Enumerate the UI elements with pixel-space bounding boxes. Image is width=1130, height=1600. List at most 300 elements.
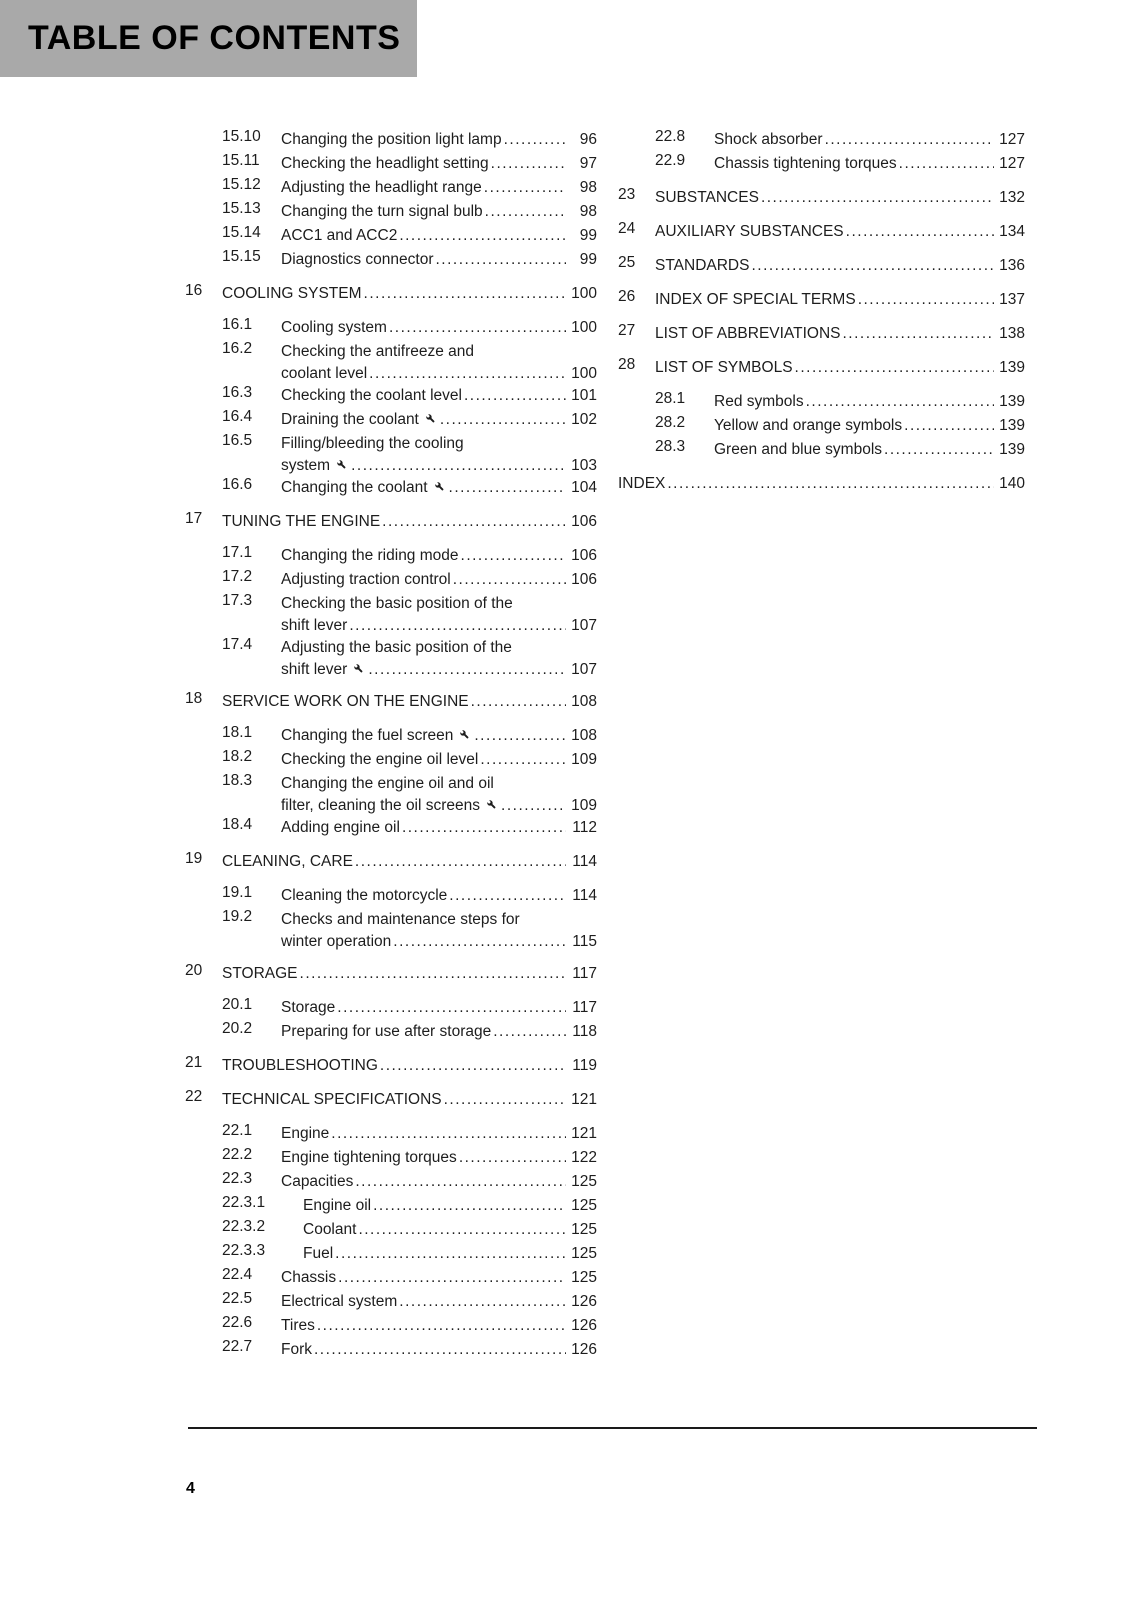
- toc-entry-title: Changing the coolant: [281, 479, 428, 496]
- toc-entry-title: CLEANING, CARE: [222, 853, 353, 870]
- toc-entry-page: 126: [571, 1341, 597, 1358]
- wrench-icon: [352, 662, 365, 675]
- page-header: [0, 0, 417, 77]
- toc-entry-page: 99: [579, 227, 597, 244]
- toc-entry: [185, 1170, 597, 1194]
- toc-entry-line: [655, 356, 1025, 380]
- toc-entry-title: Fork: [281, 1341, 312, 1358]
- dot-leader: [369, 364, 566, 384]
- toc-entry-page: 139: [999, 393, 1025, 410]
- toc-entry-page: 134: [999, 223, 1025, 240]
- toc-entry-title: coolant level: [281, 365, 368, 382]
- toc-entry-title: COOLING SYSTEM: [222, 285, 362, 302]
- toc-entry-body: [618, 472, 1025, 496]
- toc-entry-number: 28.3: [655, 438, 686, 455]
- toc-entry: [185, 816, 597, 840]
- toc-entry-body: [655, 356, 1025, 380]
- toc-entry-page: 126: [571, 1317, 597, 1334]
- toc-entry-line: [281, 796, 597, 816]
- toc-entry-title: STORAGE: [222, 965, 298, 982]
- toc-entry: [185, 1122, 597, 1146]
- dot-leader: [402, 816, 566, 840]
- toc-entry-number: 22.9: [655, 152, 686, 169]
- toc-entry-page: 106: [571, 547, 597, 564]
- toc-entry-body: [281, 408, 597, 432]
- toc-entry-line: [281, 1146, 597, 1170]
- toc-entry-line: [222, 962, 597, 986]
- toc-entry-body: [281, 568, 597, 592]
- toc-entry-line: [281, 340, 597, 364]
- toc-entry-number: 16.3: [222, 384, 253, 401]
- toc-entry-page: 114: [572, 853, 597, 870]
- toc-entry-line: [303, 1218, 597, 1242]
- toc-entry: [185, 1020, 597, 1044]
- dot-leader: [667, 472, 994, 496]
- toc-entry-number: 22.4: [222, 1266, 253, 1283]
- dot-leader: [904, 414, 994, 438]
- toc-entry: [618, 288, 1025, 312]
- toc-entry-line: [281, 1314, 597, 1338]
- toc-entry-line: [281, 932, 597, 952]
- toc-entry-page: 102: [571, 411, 597, 428]
- toc-entry-line: [281, 1170, 597, 1194]
- toc-entry-title: winter operation: [281, 933, 392, 950]
- toc-entry-body: [281, 176, 597, 200]
- toc-entry-body: [281, 340, 597, 384]
- toc-entry: [185, 1054, 597, 1078]
- toc-entry: [185, 1338, 597, 1362]
- toc-entry-title: TECHNICAL SPECIFICATIONS: [222, 1091, 442, 1108]
- toc-entry-line: [281, 476, 597, 500]
- toc-entry-page: 97: [579, 155, 597, 172]
- dot-leader: [474, 724, 566, 748]
- toc-entry-page: 139: [999, 441, 1025, 458]
- toc-entry-body: [281, 748, 597, 772]
- toc-entry-number: 16.5: [222, 432, 253, 449]
- toc-entry: [185, 476, 597, 500]
- toc-entry-body: [281, 1146, 597, 1170]
- toc-entry-page: 126: [571, 1293, 597, 1310]
- toc-entry-line: [222, 690, 597, 714]
- toc-entry-title: STANDARDS: [655, 257, 750, 274]
- toc-entry-title: shift lever: [281, 617, 348, 634]
- toc-entry-number: 15.14: [222, 224, 261, 241]
- toc-entry-title: Green and blue symbols: [714, 441, 883, 458]
- toc-entry-page: 108: [571, 693, 597, 710]
- toc-entry-number: 19.1: [222, 884, 253, 901]
- toc-entry-body: [281, 224, 597, 248]
- dot-leader: [358, 1218, 566, 1242]
- page-title: TABLE OF CONTENTS: [28, 19, 401, 57]
- toc-entry-line: [714, 390, 1025, 414]
- dot-leader: [449, 476, 566, 500]
- dot-leader: [464, 384, 566, 408]
- toc-entry-title: Shock absorber: [714, 131, 823, 148]
- toc-entry-line: [281, 748, 597, 772]
- toc-entry-line: [281, 616, 597, 636]
- toc-entry-number: 18: [185, 690, 203, 707]
- toc-entry-body: [281, 316, 597, 340]
- toc-entry-title: Fuel: [303, 1245, 334, 1262]
- toc-entry-page: 119: [572, 1057, 597, 1074]
- toc-entry-title: Draining the coolant: [281, 411, 419, 428]
- toc-entry-body: [714, 414, 1025, 438]
- dot-leader: [899, 152, 994, 176]
- toc-entry-line: [281, 1266, 597, 1290]
- toc-entry-page: 106: [571, 571, 597, 588]
- toc-entry-title: shift lever: [281, 661, 348, 678]
- toc-entry-line: [281, 432, 597, 456]
- toc-entry-title: Changing the engine oil and oil: [281, 775, 494, 792]
- toc-entry-line: [222, 510, 597, 534]
- toc-entry-line: [281, 884, 597, 908]
- dot-leader: [453, 568, 566, 592]
- dot-leader: [485, 200, 566, 224]
- toc-entry-number: 26: [618, 288, 636, 305]
- toc-entry: [185, 1266, 597, 1290]
- toc-entry: [185, 1218, 597, 1242]
- dot-leader: [471, 690, 566, 714]
- toc-entry-body: [281, 592, 597, 636]
- dot-leader: [314, 1338, 566, 1362]
- toc-entry-page: 132: [999, 189, 1025, 206]
- toc-entry-page: 100: [571, 365, 597, 382]
- toc-entry-page: 117: [572, 999, 597, 1016]
- toc-entry-line: [281, 772, 597, 796]
- toc-entry: [185, 152, 597, 176]
- dot-leader: [389, 316, 566, 340]
- toc-entry-line: [281, 996, 597, 1020]
- toc-entry-title: TUNING THE ENGINE: [222, 513, 381, 530]
- toc-entry-line: [222, 850, 597, 874]
- toc-entry-title: LIST OF ABBREVIATIONS: [655, 325, 841, 342]
- toc-entry-title: Adjusting the headlight range: [281, 179, 482, 196]
- toc-entry-body: [655, 220, 1025, 244]
- toc-entry-number: 16.2: [222, 340, 253, 357]
- toc-entry-number: 20.2: [222, 1020, 253, 1037]
- toc-entry: [618, 220, 1025, 244]
- toc-entry-title: Chassis tightening torques: [714, 155, 897, 172]
- toc-entry-line: [281, 384, 597, 408]
- toc-entry-body: [714, 128, 1025, 152]
- dot-leader: [335, 1242, 566, 1266]
- toc-entry-line: [655, 288, 1025, 312]
- toc-entry-line: [281, 152, 597, 176]
- toc-entry-number: 20: [185, 962, 203, 979]
- dot-leader: [842, 322, 994, 346]
- toc-entry-title: Electrical system: [281, 1293, 398, 1310]
- toc-entry: [185, 544, 597, 568]
- toc-entry-line: [303, 1194, 597, 1218]
- toc-entry-title: system: [281, 457, 331, 474]
- toc-entry-line: [714, 438, 1025, 462]
- toc-entry-page: 103: [571, 457, 597, 474]
- toc-entry-line: [281, 568, 597, 592]
- toc-entry-title: Checking the basic position of the: [281, 595, 513, 612]
- dot-leader: [480, 748, 566, 772]
- toc-entry-line: [303, 1242, 597, 1266]
- toc-entry-page: 101: [571, 387, 597, 404]
- dot-leader: [491, 152, 566, 176]
- toc-entry-page: 112: [572, 819, 597, 836]
- toc-entry-title: INDEX: [618, 475, 666, 492]
- toc-entry-number: 22.8: [655, 128, 686, 145]
- dot-leader: [349, 616, 566, 636]
- toc-entry: [185, 200, 597, 224]
- toc-entry-page: 106: [571, 513, 597, 530]
- toc-entry-title: Preparing for use after storage: [281, 1023, 492, 1040]
- dot-leader: [373, 1194, 566, 1218]
- toc-entry-line: [281, 200, 597, 224]
- toc-entry-line: [655, 322, 1025, 346]
- toc-entry: [185, 996, 597, 1020]
- dot-leader: [806, 390, 994, 414]
- toc-entry-number: 16.4: [222, 408, 253, 425]
- toc-entry: [185, 340, 597, 384]
- dot-leader: [317, 1314, 566, 1338]
- toc-entry-body: [281, 384, 597, 408]
- toc-entry-title: AUXILIARY SUBSTANCES: [655, 223, 844, 240]
- toc-entry-number: 28.2: [655, 414, 686, 431]
- toc-entry-page: 96: [579, 131, 597, 148]
- toc-column-left: [185, 128, 597, 1362]
- toc-entry-number: 22.5: [222, 1290, 253, 1307]
- toc-entry-page: 137: [999, 291, 1025, 308]
- toc-entry-title: INDEX OF SPECIAL TERMS: [655, 291, 856, 308]
- wrench-icon: [485, 798, 498, 811]
- dot-leader: [461, 544, 566, 568]
- toc-entry-title: ACC1 and ACC2: [281, 227, 398, 244]
- toc-entry-title: Changing the position light lamp: [281, 131, 502, 148]
- toc-entry: [185, 1088, 597, 1112]
- toc-entry-line: [281, 636, 597, 660]
- toc-entry-body: [222, 850, 597, 874]
- toc-entry-title: Checking the headlight setting: [281, 155, 489, 172]
- toc-entry: [185, 176, 597, 200]
- toc-entry-page: 121: [571, 1125, 597, 1142]
- toc-entry-number: 16.6: [222, 476, 253, 493]
- toc-entry-number: 20.1: [222, 996, 253, 1013]
- toc-entry-line: [281, 1338, 597, 1362]
- toc-entry-number: 17.4: [222, 636, 253, 653]
- toc-entry-body: [281, 1314, 597, 1338]
- toc-entry-number: 22.3.1: [222, 1194, 266, 1211]
- dot-leader: [444, 1088, 566, 1112]
- toc-entry: [185, 884, 597, 908]
- toc-entry-line: [655, 220, 1025, 244]
- dot-leader: [436, 248, 567, 272]
- toc-entry-line: [655, 186, 1025, 210]
- toc-entry-page: 127: [999, 155, 1025, 172]
- toc-entry-line: [281, 128, 597, 152]
- toc-entry: [618, 186, 1025, 210]
- toc-entry-number: 25: [618, 254, 636, 271]
- toc-entry-number: 17.1: [222, 544, 253, 561]
- toc-entry-page: 107: [571, 661, 597, 678]
- dot-leader: [337, 996, 566, 1020]
- toc-entry-body: [303, 1242, 597, 1266]
- toc-entry-number: 19: [185, 850, 203, 867]
- toc-entry-number: 22.3.3: [222, 1242, 266, 1259]
- toc-entry-page: 140: [999, 475, 1025, 492]
- toc-entry-body: [281, 476, 597, 500]
- toc-entry-body: [714, 390, 1025, 414]
- toc-entry-page: 114: [572, 887, 597, 904]
- toc-entry-number: 22: [185, 1088, 203, 1105]
- toc-entry-title: filter, cleaning the oil screens: [281, 797, 481, 814]
- toc-entry: [185, 282, 597, 306]
- toc-entry-title: SERVICE WORK ON THE ENGINE: [222, 693, 469, 710]
- toc-entry: [185, 408, 597, 432]
- toc-entry-page: 122: [571, 1149, 597, 1166]
- toc-entry-line: [281, 408, 597, 432]
- toc-entry-number: 19.2: [222, 908, 253, 925]
- toc-entry-body: [303, 1218, 597, 1242]
- toc-entry-page: 117: [572, 965, 597, 982]
- toc-entry-line: [618, 472, 1025, 496]
- toc-entry-body: [222, 690, 597, 714]
- toc-entry-page: 99: [579, 251, 597, 268]
- toc-entry-page: 98: [579, 203, 597, 220]
- toc-entry-number: 17: [185, 510, 203, 527]
- dot-leader: [858, 288, 994, 312]
- toc-entry: [185, 128, 597, 152]
- toc-entry-line: [281, 908, 597, 932]
- toc-entry-number: 18.3: [222, 772, 253, 789]
- toc-entry-title: Adjusting traction control: [281, 571, 451, 588]
- toc-entry-line: [714, 414, 1025, 438]
- dot-leader: [440, 408, 566, 432]
- dot-leader: [795, 356, 994, 380]
- toc-entry-body: [655, 288, 1025, 312]
- toc-entry-line: [281, 544, 597, 568]
- toc-entry-page: 125: [571, 1269, 597, 1286]
- toc-entry-body: [714, 438, 1025, 462]
- toc-entry-page: 109: [571, 797, 597, 814]
- toc-entry-body: [281, 772, 597, 816]
- toc-entry-title: Diagnostics connector: [281, 251, 434, 268]
- toc-entry-number: 15.10: [222, 128, 261, 145]
- toc-entry-page: 121: [571, 1091, 597, 1108]
- toc-entry-page: 139: [999, 417, 1025, 434]
- dot-leader: [484, 176, 566, 200]
- toc-entry: [185, 1194, 597, 1218]
- toc-entry: [185, 432, 597, 476]
- toc-entry-number: 15.11: [222, 152, 260, 169]
- toc-entry-line: [281, 364, 597, 384]
- toc-entry-body: [222, 1054, 597, 1078]
- toc-entry-page: 118: [572, 1023, 597, 1040]
- toc-entry: [185, 772, 597, 816]
- toc-entry: [185, 1242, 597, 1266]
- toc-entry: [185, 1290, 597, 1314]
- toc-entry-number: 16: [185, 282, 203, 299]
- toc-entry-line: [281, 660, 597, 680]
- toc-entry-number: 22.7: [222, 1338, 253, 1355]
- toc-entry-title: Changing the riding mode: [281, 547, 459, 564]
- toc-entry-page: 136: [999, 257, 1025, 274]
- toc-entry-line: [281, 816, 597, 840]
- toc-entry-body: [281, 1266, 597, 1290]
- toc-entry-title: Engine oil: [303, 1197, 372, 1214]
- toc-entry-title: Filling/bleeding the cooling: [281, 435, 464, 452]
- toc-entry-body: [281, 1020, 597, 1044]
- dot-leader: [449, 884, 566, 908]
- toc-entry-title: Changing the turn signal bulb: [281, 203, 483, 220]
- dot-leader: [351, 456, 566, 476]
- toc-entry-body: [281, 636, 597, 680]
- toc-entry-body: [281, 432, 597, 476]
- toc-entry-body: [222, 510, 597, 534]
- toc-entry: [618, 414, 1025, 438]
- toc-entry-body: [222, 282, 597, 306]
- dot-leader: [364, 282, 566, 306]
- toc-entry-body: [281, 544, 597, 568]
- toc-entry-number: 22.1: [222, 1122, 253, 1139]
- toc-entry-number: 28: [618, 356, 636, 373]
- toc-entry-line: [281, 176, 597, 200]
- toc-entry-number: 22.3.2: [222, 1218, 266, 1235]
- toc-entry-page: 100: [571, 285, 597, 302]
- toc-entry-line: [714, 152, 1025, 176]
- dot-leader: [751, 254, 994, 278]
- toc-entry-line: [281, 1122, 597, 1146]
- toc-entry-body: [281, 200, 597, 224]
- toc-entry-body: [714, 152, 1025, 176]
- toc-entry: [185, 748, 597, 772]
- toc-entry: [618, 356, 1025, 380]
- toc-entry-line: [222, 1088, 597, 1112]
- toc-entry-number: 18.4: [222, 816, 253, 833]
- toc-entry-number: 24: [618, 220, 636, 237]
- toc-entry: [185, 224, 597, 248]
- toc-entry-page: 100: [571, 319, 597, 336]
- dot-leader: [459, 1146, 566, 1170]
- toc-entry-number: 27: [618, 322, 636, 339]
- toc-entry-title: LIST OF SYMBOLS: [655, 359, 793, 376]
- toc-entry-title: Storage: [281, 999, 336, 1016]
- toc-entry-line: [281, 592, 597, 616]
- toc-entry-line: [281, 248, 597, 272]
- wrench-icon: [433, 480, 446, 493]
- dot-leader: [825, 128, 994, 152]
- toc-entry-line: [222, 282, 597, 306]
- toc-entry-number: 16.1: [222, 316, 253, 333]
- toc-entry-line: [655, 254, 1025, 278]
- toc-entry-line: [714, 128, 1025, 152]
- wrench-icon: [335, 458, 348, 471]
- toc-entry-number: 17.2: [222, 568, 253, 585]
- dot-leader: [504, 128, 566, 152]
- toc-entry: [185, 850, 597, 874]
- toc-entry-body: [655, 186, 1025, 210]
- toc-entry: [185, 384, 597, 408]
- toc-entry-page: 125: [571, 1197, 597, 1214]
- toc-entry-title: Checking the coolant level: [281, 387, 462, 404]
- dot-leader: [382, 510, 566, 534]
- toc-entry-body: [281, 128, 597, 152]
- toc-entry-title: TROUBLESHOOTING: [222, 1057, 378, 1074]
- dot-leader: [355, 850, 566, 874]
- toc-column-right: [618, 128, 1025, 496]
- toc-entry-line: [281, 456, 597, 476]
- toc-entry: [185, 908, 597, 952]
- toc-entry-title: Coolant: [303, 1221, 357, 1238]
- dot-leader: [501, 796, 566, 816]
- toc-entry: [185, 636, 597, 680]
- footer-divider: [188, 1427, 1037, 1429]
- toc-entry: [185, 1146, 597, 1170]
